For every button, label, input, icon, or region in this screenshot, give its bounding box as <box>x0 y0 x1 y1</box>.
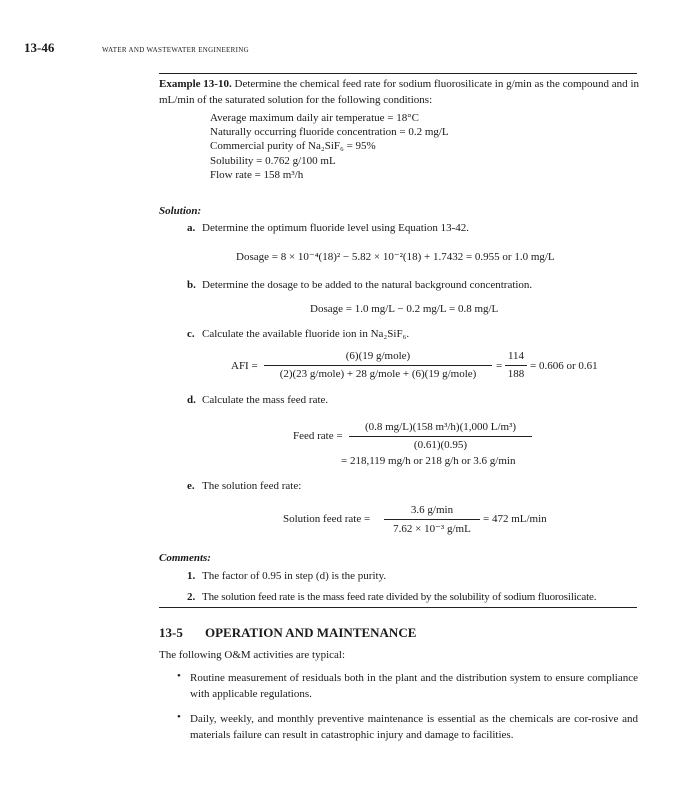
step-b-letter: b. <box>187 279 196 291</box>
step-c-letter: c. <box>187 328 195 340</box>
afi-equals: = <box>496 360 503 372</box>
feed-rate-result: = 218,119 mg/h or 218 g/h or 3.6 g/min <box>341 455 516 467</box>
solution-feed-lhs: Solution feed rate = <box>283 513 371 525</box>
bullet-2-glyph: • <box>177 711 181 723</box>
comment-2-text: The solution feed rate is the mass feed rate divided by the solubility of sodium fluorosilicate. <box>202 591 597 603</box>
example-intro-text: Determine the chemical feed rate for sodium fluorosilicate in g/min as the compound and in mL/min of the saturated solution for the following conditions: <box>159 78 639 106</box>
condition-5: Flow rate = 158 m³/h <box>210 169 304 181</box>
example-intro <box>159 76 639 108</box>
solution-feed-fraction-bar <box>384 519 480 520</box>
afi-denominator: (2)(23 g/mole) + 28 g/mole + (6)(19 g/mole) <box>279 368 477 380</box>
step-a-text: Determine the optimum fluoride level using Equation 13-42. <box>202 222 469 234</box>
step-e-letter: e. <box>187 480 195 492</box>
feed-rate-numerator: (0.8 mg/L)(158 m³/h)(1,000 L/m³) <box>364 421 517 433</box>
example-bottom-rule <box>159 607 637 608</box>
afi-fraction-bar-2 <box>505 365 527 366</box>
step-a-equation: Dosage = 8 × 10⁻⁴(18)² − 5.82 × 10⁻²(18) + 1.7432 = 0.955 or 1.0 mg/L <box>236 251 555 263</box>
afi-num2: 114 <box>507 350 525 362</box>
comment-1-num: 1. <box>187 570 196 582</box>
condition-4: Solubility = 0.762 g/100 mL <box>210 155 336 167</box>
section-number: 13-5 <box>159 625 183 640</box>
example-label: Example 13-10. <box>159 78 232 90</box>
section-intro: The following O&M activities are typical: <box>159 649 346 661</box>
comment-1-text: The factor of 0.95 in step (d) is the purity. <box>202 570 387 582</box>
solution-heading: Solution: <box>159 205 202 217</box>
page-number: 13-46 <box>24 40 55 55</box>
step-c-text: Calculate the available fluoride ion in Na₂SiF₆. <box>202 328 410 340</box>
comment-2-num: 2. <box>187 591 196 603</box>
bullet-1-text: Routine measurement of residuals both in the plant and the distribution system to ensure compliance with applicable regulations. <box>190 672 638 700</box>
afi-den2: 188 <box>507 368 525 380</box>
solution-feed-numerator: 3.6 g/min <box>410 504 454 516</box>
step-a-letter: a. <box>187 222 196 234</box>
running-head: WATER AND WASTEWATER ENGINEERING <box>102 46 249 54</box>
afi-numerator: (6)(19 g/mole) <box>345 350 411 362</box>
feed-rate-fraction-bar <box>349 436 532 437</box>
step-d-text: Calculate the mass feed rate. <box>202 394 329 406</box>
condition-3: Commercial purity of Na₂SiF₆ = 95% <box>210 140 376 152</box>
step-d-letter: d. <box>187 394 196 406</box>
feed-rate-denominator: (0.61)(0.95) <box>413 439 468 451</box>
bullet-1-glyph: • <box>177 670 181 682</box>
section-title: OPERATION AND MAINTENANCE <box>205 625 417 640</box>
condition-2: Naturally occurring fluoride concentration = 0.2 mg/L <box>210 126 449 138</box>
step-b-text: Determine the dosage to be added to the natural background concentration. <box>202 279 533 291</box>
comments-heading: Comments: <box>159 552 211 564</box>
solution-feed-result: = 472 mL/min <box>483 513 547 525</box>
feed-rate-lhs: Feed rate = <box>293 430 343 442</box>
afi-fraction-bar <box>264 365 492 366</box>
afi-lhs: AFI = <box>231 360 258 372</box>
afi-result: = 0.606 or 0.61 <box>530 360 598 372</box>
condition-1: Average maximum daily air temperatue = 18°C <box>210 112 419 124</box>
step-b-equation: Dosage = 1.0 mg/L − 0.2 mg/L = 0.8 mg/L <box>310 303 499 315</box>
step-e-text: The solution feed rate: <box>202 480 302 492</box>
example-top-rule <box>159 73 637 74</box>
solution-feed-denominator: 7.62 × 10⁻³ g/mL <box>393 523 471 535</box>
bullet-2-text: Daily, weekly, and monthly preventive maintenance is essential as the chemicals are cor-rosive and materials failure can result in catastrophic injury and damage to facilities. <box>190 713 638 741</box>
